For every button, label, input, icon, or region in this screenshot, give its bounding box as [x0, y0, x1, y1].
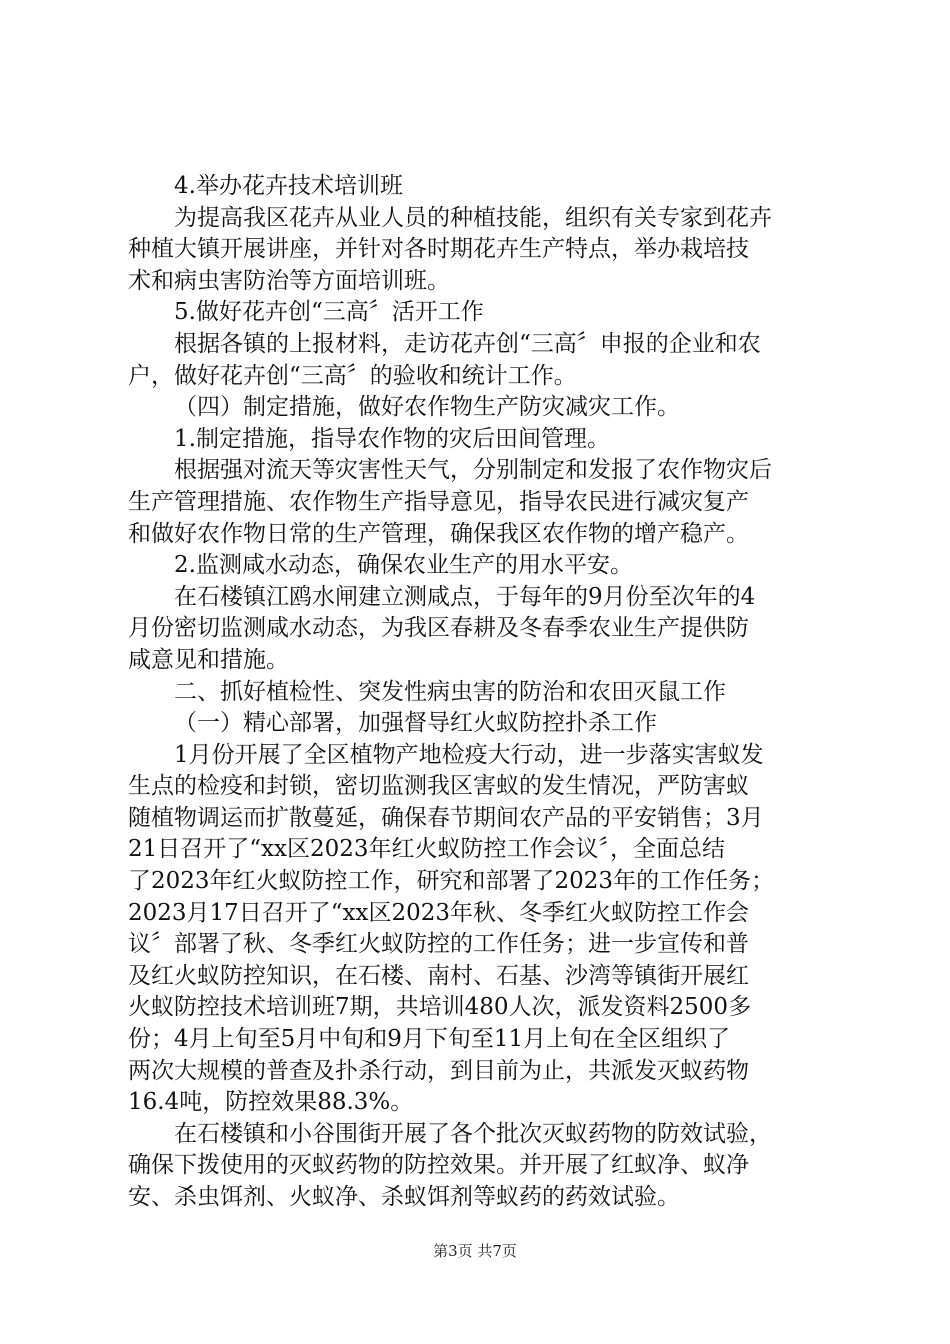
text-line: 1月份开展了全区植物产地检疫大行动，进一步落实害蚁发 [174, 741, 764, 768]
text-line: 份；4月上旬至5月中旬和9月下旬至11月上旬在全区组织了 [128, 1026, 731, 1053]
text-line: 了2023年红火蚁防控工作，研究和部署了2023年的工作任务； [128, 868, 775, 895]
text-line: 生产管理措施、农作物生产指导意见，指导农民进行减灾复产 [128, 488, 749, 515]
text-line: 根据强对流天等灾害性天气，分别制定和发报了农作物灾后 [174, 457, 772, 484]
text-line: 火蚁防控技术培训班7期，共培训480人次，派发资料2500多 [128, 994, 752, 1021]
document-body [128, 171, 838, 1214]
text-line: 在石楼镇和小谷围街开展了各个批次灭蚁药物的防效试验， [174, 1120, 772, 1147]
text-line: 二、抓好植检性、突发性病虫害的防治和农田灭鼠工作 [174, 678, 726, 705]
text-line: 21日召开了“xx区2023年红火蚁防控工作会议〞，全面总结 [128, 836, 726, 863]
text-line: 两次大规模的普查及扑杀行动，到目前为止，共派发灭蚁药物 [128, 1057, 749, 1084]
text-line: 4.举办花卉技术培训班 [174, 173, 403, 199]
text-line: 2.监测咸水动态，确保农业生产的用水平安。 [174, 552, 633, 579]
text-line: 在石楼镇江鸥水闸建立测咸点，于每年的9月份至次年的4 [174, 583, 756, 610]
text-line: 安、杀虫饵剂、火蚁净、杀蚁饵剂等蚁药的药效试验。 [128, 1184, 680, 1210]
text-line: 2023月17日召开了“xx区2023年秋、冬季红火蚁防控工作会 [128, 899, 750, 926]
text-line: 随植物调运而扩散蔓延，确保春节期间农产品的平安销售；3月 [128, 804, 764, 831]
text-line: （一）精心部署，加强督导红火蚁防控扑杀工作 [174, 710, 657, 737]
text-line: 为提高我区花卉从业人员的种植技能，组织有关专家到花卉 [174, 204, 772, 231]
text-line: 生点的检疫和封锁，密切监测我区害蚁的发生情况，严防害蚁 [128, 773, 749, 800]
text-line: （四）制定措施，做好农作物生产防灾减灾工作。 [174, 394, 680, 421]
text-line: 术和病虫害防治等方面培训班。 [128, 267, 450, 294]
text-line: 5.做好花卉创“三高〞活开工作 [174, 299, 484, 326]
text-line: 户，做好花卉创“三高〞的验收和统计工作。 [128, 362, 577, 389]
text-line: 根据各镇的上报材料，走访花卉创“三高〞申报的企业和农 [174, 330, 761, 357]
text-line: 确保下拨使用的灭蚁药物的防控效果。并开展了红蚁净、蚁净 [128, 1152, 749, 1179]
text-line: 议〞部署了秋、冬季红火蚁防控的工作任务；进一步宣传和普 [128, 931, 749, 958]
text-line: 1.制定措施，指导农作物的灾后田间管理。 [174, 425, 610, 452]
text-line: 咸意见和措施。 [128, 646, 289, 673]
text-line: 16.4吨，防控效果88.3%。 [128, 1089, 414, 1116]
text-line: 及红火蚁防控知识，在石楼、南村、石基、沙湾等镇街开展红 [128, 962, 749, 989]
text-line: 种植大镇开展讲座，并针对各时期花卉生产特点，举办栽培技 [128, 236, 749, 263]
text-line: 和做好农作物日常的生产管理，确保我区农作物的增产稳产。 [128, 520, 749, 547]
text-line: 月份密切监测咸水动态，为我区春耕及冬春季农业生产提供防 [128, 615, 749, 642]
page-footer: 第3页 共7页 [433, 1242, 517, 1260]
